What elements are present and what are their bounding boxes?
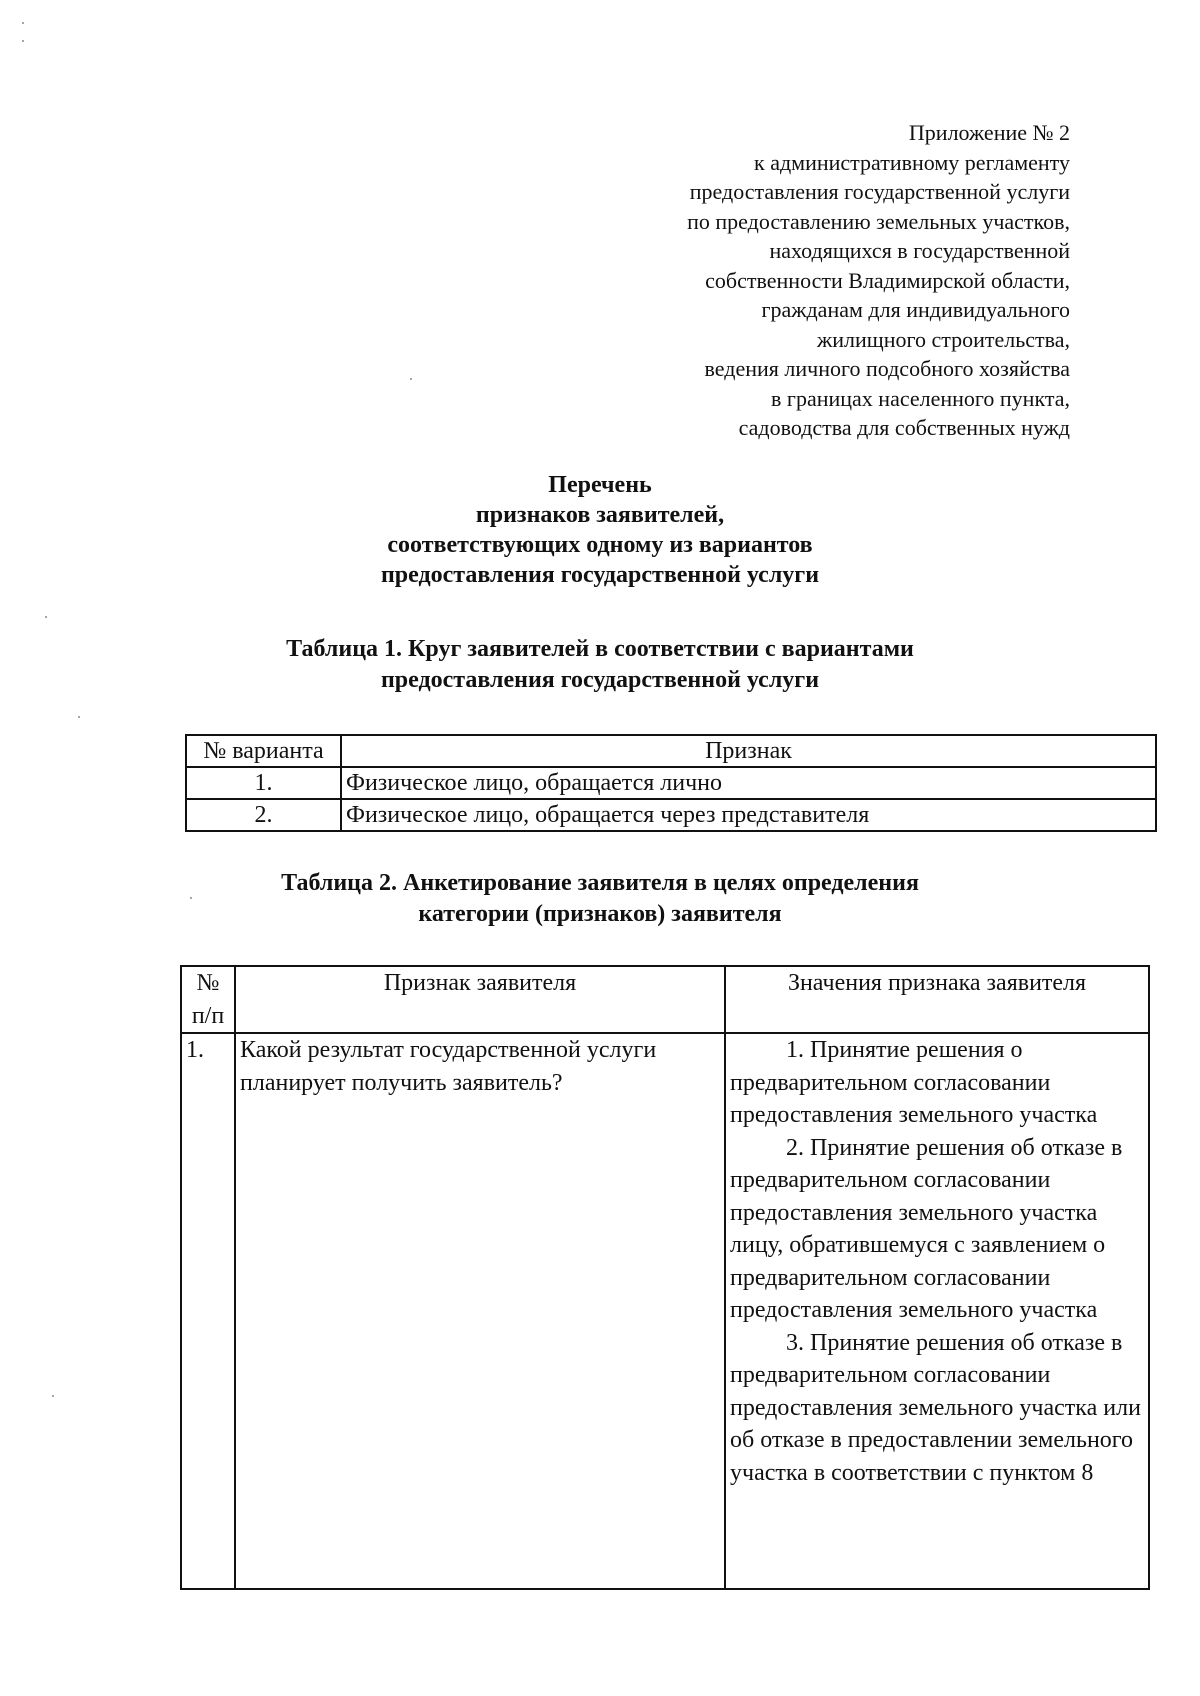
header-feature-values: Значения признака заявителя [725,966,1149,1033]
appendix-header [550,118,1070,443]
variant-number: 2. [186,799,341,831]
title-line: соответствующих одному из вариантов [387,532,813,558]
header-feature: Признак [341,735,1156,767]
table1-caption [0,634,1200,696]
scan-speck [410,378,412,380]
table-header-row [181,966,1149,1033]
variant-feature: Физическое лицо, обращается лично [341,767,1156,799]
table-row [186,767,1156,799]
row-feature: Какой результат государственной услуги планирует получить заявитель? [235,1033,725,1589]
row-number: 1. [181,1033,235,1589]
header-variant-number: № варианта [186,735,341,767]
appendix-line: находящихся в государственной [769,238,1070,263]
variant-feature: Физическое лицо, обращается через представителя [341,799,1156,831]
appendix-line: собственности Владимирской области, [705,267,1070,293]
appendix-line: в границах населенного пункта, [771,385,1070,411]
appendix-line: гражданам для индивидуального [761,297,1070,322]
title-line: Перечень [548,472,652,498]
value-option [730,1132,1144,1327]
scan-speck [45,616,47,618]
scan-speck [22,40,24,42]
caption-line: Таблица 2. Анкетирование заявителя в целях определения [281,870,919,896]
table2-caption [0,868,1200,930]
variant-number: 1. [186,767,341,799]
row-values [725,1033,1149,1589]
value-option [730,1327,1144,1490]
header-applicant-feature: Признак заявителя [235,966,725,1033]
header-row-number [181,966,235,1033]
document-title [0,470,1200,590]
caption-line: предоставления государственной услуги [380,667,820,693]
title-line: предоставления государственной услуги [380,562,820,588]
caption-line: Таблица 1. Круг заявителей в соответствии с вариантами [286,636,914,662]
value-option-text: 1. Принятие решения о предварительном согласовании предоставления земельного участка [730,1037,1098,1128]
scan-speck [22,22,24,24]
appendix-line: предоставления государственной услуги [689,179,1070,204]
table1 [185,734,1157,832]
table-row [186,799,1156,831]
title-line: признаков заявителей, [475,502,725,528]
header-num-line1: № [196,970,220,996]
table-header-row [186,735,1156,767]
table2 [180,965,1150,1590]
caption-line: категории (признаков) заявителя [418,901,782,927]
scan-speck [78,716,80,718]
header-num-line2: п/п [191,1002,225,1029]
table-row [181,1033,1149,1589]
scan-speck [52,1395,54,1397]
appendix-line: садоводства для собственных нужд [738,415,1070,440]
appendix-line: ведения личного подсобного хозяйства [704,356,1070,381]
value-option [730,1034,1144,1132]
value-option-text: 3. Принятие решения об отказе в предварительном согласовании предоставления земельного участка или об отказе в предоставлении земельного участка в соответствии с пунктом 8 [730,1329,1141,1486]
appendix-line: жилищного строительства, [817,326,1070,352]
appendix-line: к административному регламенту [754,149,1070,175]
appendix-line: по предоставлению земельных участков, [687,208,1070,234]
value-option-text: 2. Принятие решения об отказе в предварительном согласовании предоставления земельного участка лицу, обратившемуся с заявлением о предварительном согласовании предоставления земельного участка [730,1134,1123,1323]
appendix-line: Приложение № 2 [908,120,1070,145]
